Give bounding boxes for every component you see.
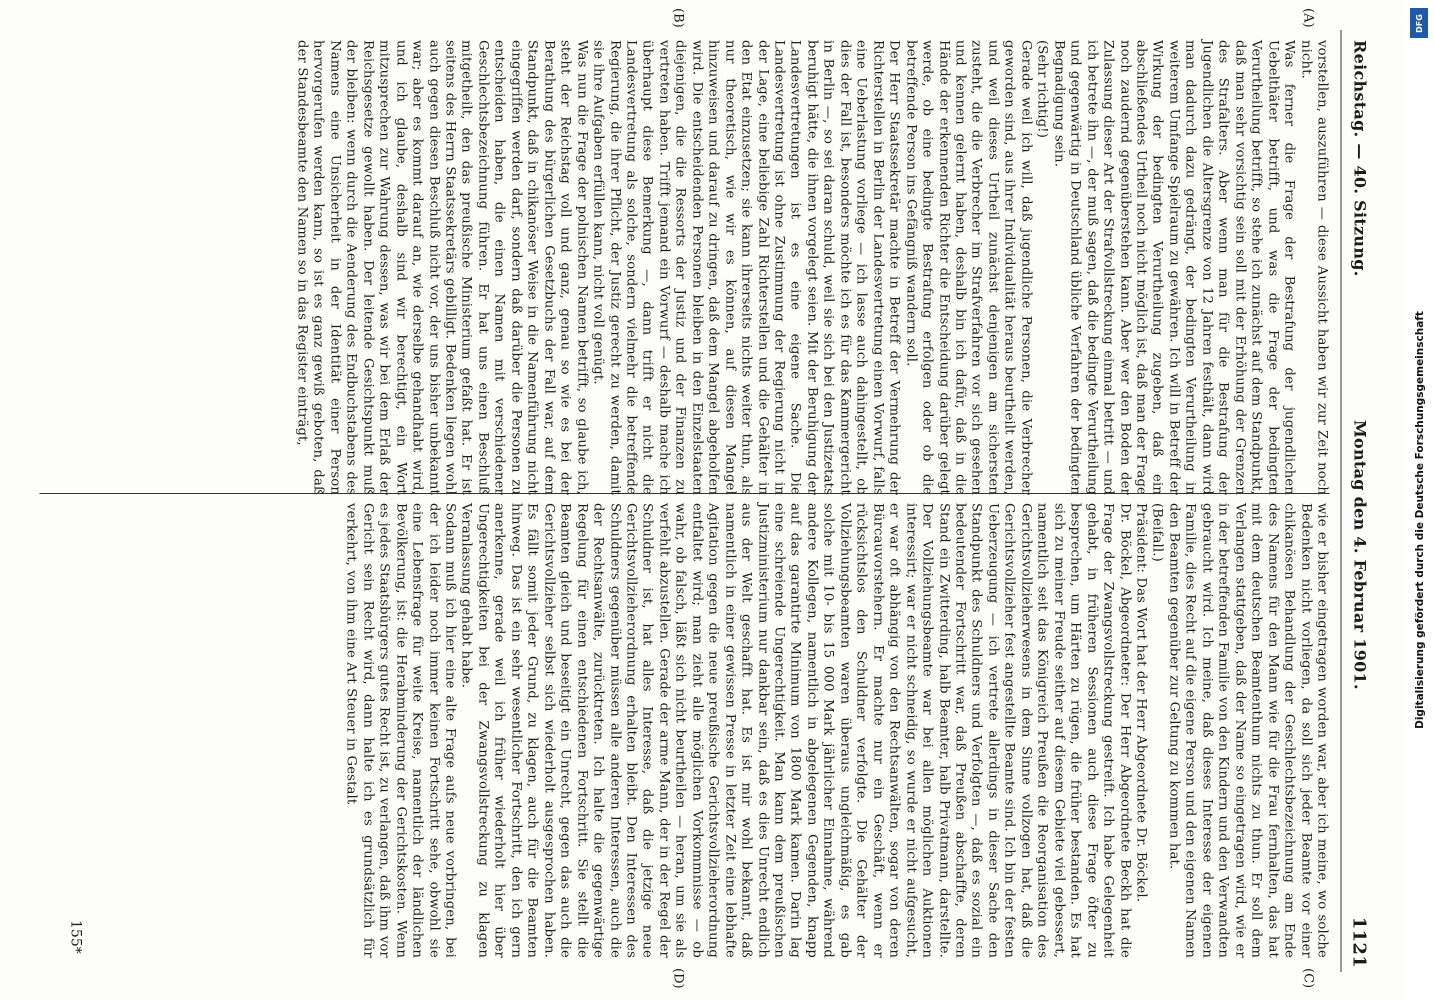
column-divider (39, 493, 1329, 494)
digitization-credit: Digitalisierung gefördert durch die Deutsche Forschungsgemeinschaft (1413, 311, 1426, 729)
text-column-left: vorstellen, auszuführen — diese Aussicht haben wir zur Zeit noch nicht. Was ferner die Frage der Bestrafung der jugendlichen Uebelthäter betrifft, und was die Frage der bedingten Verurtheilung betrifft, so stehe ich zunächst auf dem Standpunkt, daß man sehr vorsichtig sein soll mit der Erhöhung der Grenzen des Strafalters. Aber wenn man für die Bestrafung der Jugendlichen die Altersgrenze von 12 Jahren festhält, dann wird man dadurch dazu gedrängt, der bedingten Verurtheilung in weiterem Umfange Spielraum zu gewähren. Ich will in Betreff der Wirkung der bedingten Verurtheilung zugeben, daß ein abschließendes Urtheil noch nicht möglich ist, daß man der Frage noch zaudernd gegenüberstehen kann. Aber wer den Boden der Zulassung dieser Art der Strafvollstreckung einmal betritt — und ich betrete ihn —, der muß sagen, daß die bedingte Verurtheilung und gegenwärtig in Deutschland übliche Verfahren der bedingten Begnadigung sein. (Sehr richtig!) Gerade weil ich will, daß jugendliche Personen, die Verbrecher geworden sind, aus ihrer Individualität heraus beurtheilt werden, und weil dieses Urtheil zunächst denjenigen am sichersten zusteht, die die Verbrecher im Strafverfahren vor sich gesehen und kennen gelernt haben, deshalb bin ich dafür, daß in die Hände der erkennenden Richter die Entscheidung darüber gelegt werde, ob eine bedingte Bestrafung erfolgen oder ob die betreffende Person ins Gefängniß wandern soll. Der Herr Staatssekretär machte in Betreff der Vermehrung der Richterstellen in Berlin der Landesvertretung einen Vorwurf, falls eine Ueberlastung vorliege — ich lasse auch dahingestellt, ob dies der Fall ist, besonders möchte ich es für das Kammergericht in Berlin —, so sei daran schuld, weil sie sich bei den Justizetats beruhigt hätte, die ihnen vorgelegt seien. Mit der Beruhigung der Landesvertretungen ist es eine eigene Sache. Die Landesvertretung ist ohne Zustimmung der Regierung nicht in der Lage, eine beliebige Zahl Richterstellen und die Gehälter in den Etat einzusetzen; sie kann ihrerseits nichts weiter thun, als nur theoretisch, wie wir es können, auf diesen Mangel hinzuweisen und darauf zu dringen, daß dem Mangel abgeholfen wird. Die entscheidenden Personen bleiben in den Einzelstaaten diejenigen, die die Ressorts der Justiz und der Finanzen zu vertreten haben. Trifft jemand ein Vorwurf — deshalb mache ich überhaupt diese Bemerkung —, dann trifft er nicht die Landesvertretung als solche, sondern vielmehr die betreffende Regierung, die ihrer Pflicht, der Justiz gerecht zu werden, damit sie ihre Aufgaben erfüllen kann, nicht voll genügt. Was nun die Frage der polnischen Namen betrifft, so glaube ich, steht der Reichstag voll und ganz, genau so wie es bei der Berathung des bürgerlichen Gesetzbuchs der Fall war, auf dem Standpunkt, daß in chikanöser Weise in die Namenführung nicht eingegriffen werden darf, sondern daß darüber die Personen zu entscheiden haben, die einen Namen mit verschiedener Geschlechtsbezeichnung führen. Er hat uns einen Beschluß mitgetheilt, den das preußische Ministerium gefaßt hat. Er ist seitens des Herrn Staatssekretärs gebilligt. Bedenken liegen wohl auch gegen diesen Beschluß nicht vor, der uns bisher unbekannt war; aber es kommt darauf an, wie derselbe gehandhabt wird, und ich glaube, deshalb sind wir berechtigt, ein Wort mitzusprechen zur Wahrung dessen, was wir bei dem Erlaß der Reichsgesetze gewollt haben. Der leitende Gesichtspunkt muß der bleiben: wenn durch die Aenderung des Endbuchstabens des Namens eine Unsicherheit in der Identität einer Person hervorgerufen werden kann, so ist es ganz gewiß geboten, daß der Standesbeamte den Namen so in das Register einträgt, (293, 40, 1329, 495)
margin-mark-a: (A) (1300, 8, 1315, 28)
running-header-date: Montag den 4. Februar 1901. (1350, 420, 1369, 690)
digitization-strip (1405, 0, 1434, 1000)
signature-mark: 155* (67, 920, 83, 954)
dfg-logo-icon (1410, 8, 1428, 38)
dfg-logo-text: DFG (1414, 13, 1424, 33)
page-number: 1121 (1348, 916, 1369, 968)
margin-mark-b: (B) (670, 8, 685, 28)
margin-mark-c: (C) (1300, 968, 1315, 989)
margin-mark-d: (D) (670, 968, 685, 989)
text-column-right: wie er bisher eingetragen worden war, aber ich meine, wo solche Bedenken nicht vorliegen, da soll sich jeder Beamte vor einer chikanösen Behandlung der Geschlechtsbezeichnung am Ende des Namens für den Mann wie für die Frau fernhalten, das hat mit dem deutschen Beamtenthum nichts zu thun. Er soll dem Verlangen stattgeben, daß der Name so eingetragen wird, wie er in der betreffenden Familie von den Kindern und den Verwandten gebraucht wird. Ich meine, daß dieses Interesse der eigenen Familie, dies Recht auf die eigene Person und den eigenen Namen den Beamten gegenüber zur Geltung zu kommen hat. (Beifall.) Präsident: Das Wort hat der Herr Abgeordnete Dr. Böckel. Dr. Böckel, Abgeordneter: Der Herr Abgeordnete Beckh hat die Frage der Zwangsvollstreckung gestreift. Ich habe Gelegenheit gehabt, in früheren Sessionen auch diese Frage öfter zu besprechen, um Härten zu rügen, die früher bestanden. Es hat sich zu meiner Freude seither auf diesem Gebiete viel gebessert, namentlich seit das Königreich Preußen die Reorganisation des Gerichtsvollzieherwesens in dem Sinne vollzogen hat, daß die Gerichtsvollzieher fest angestellte Beamte sind. Ich bin der festen Ueberzeugung — ich vertrete allerdings in dieser Sache den Standpunkt des Schuldners und Verfolgten —, daß es sozial ein bedeutender Fortschritt war, daß Preußen abschaffte, deren Stand ein Zwitterding, halb Beamter, halb Privatmann, darstellte. Der Vollziehungsbeamte war bei allen möglichen Auktionen interessirt; war er nicht schneidig, so wurde er nicht aufgesucht, er war oft abhängig von den Rechtsanwälten, sogar von deren Bürcauvorstehern. Er machte nur ein Geschäft, wenn er rücksichtslos den Schuldner verfolgte. Die Gehälter der Vollziehungsbeamten waren überaus ungleichmäßig, es gab solche mit 10- bis 15 000 Mark jährlicher Einnahme, während andere Kollegen, namentlich in abgelegenen Gegenden, knapp auf das garantirte Minimum von 1800 Mark kamen. Darin lag eine schreiende Ungerechtigkeit. Man kann dem preußischen Justizministerium nur dankbar sein, daß es dies Unrecht endlich aus der Welt geschafft hat. Es ist mir wohl bekannt, daß namentlich in einer gewissen Presse in letzter Zeit eine lebhafte Agitation gegen die neue preußische Gerichtsvollzieherordnung entfaltet wird; man zieht alle möglichen Vorkommnisse — ob wahr, ob falsch, läßt sich nicht beurtheilen — heran, um sie als verfehlt abzustellen. Gerade der arme Mann, der in der Regel der Schuldner ist, hat alles Interesse, daß die jetzige neue Gerichtsvollzieherordnung erhalten bleibt. Den Interessen des Schuldners gegenüber müssen alle anderen Interessen, auch die der Rechtsanwälte, zurücktreten. Ich halte die gegenwärtige Regelung für einen entschiedenen Fortschritt. Sie stellt die Beamten gleich und beseitigt ein Unrecht, gegen das auch die Gerichtsvollzieher selbst sich wiederholt ausgesprochen haben. Es fällt somit jeder Grund, zu klagen, auch für die Beamten hinweg. Das ist ein sehr wesentlicher Fortschritt, den ich gern anerkenne, gerade weil ich früher wiederholt hier über Ungerechtigkeiten bei der Zwangsvollstreckung zu klagen Veranlassung gehabt habe. Sodann muß ich hier eine alte Frage aufs neue vorbringen, bei der ich leider noch immer keinen Fortschritt sehe, obwohl sie eine Lebensfrage für weite Kreise, namentlich der ländlichen Bevölkerung, ist: die Herabminderung der Gerichtskosten. Wenn es jedes Staatsbürgers gutes Recht ist, zu verlangen, daß ihm vor Gericht sein Recht wird, dann halte ich es grundsätzlich für verkehrt, von ihm eine Art Steuer in Gestalt (343, 503, 1329, 958)
running-header-session: Reichstag. — 40. Sitzung. (1350, 40, 1369, 277)
header-rule (1340, 30, 1341, 972)
